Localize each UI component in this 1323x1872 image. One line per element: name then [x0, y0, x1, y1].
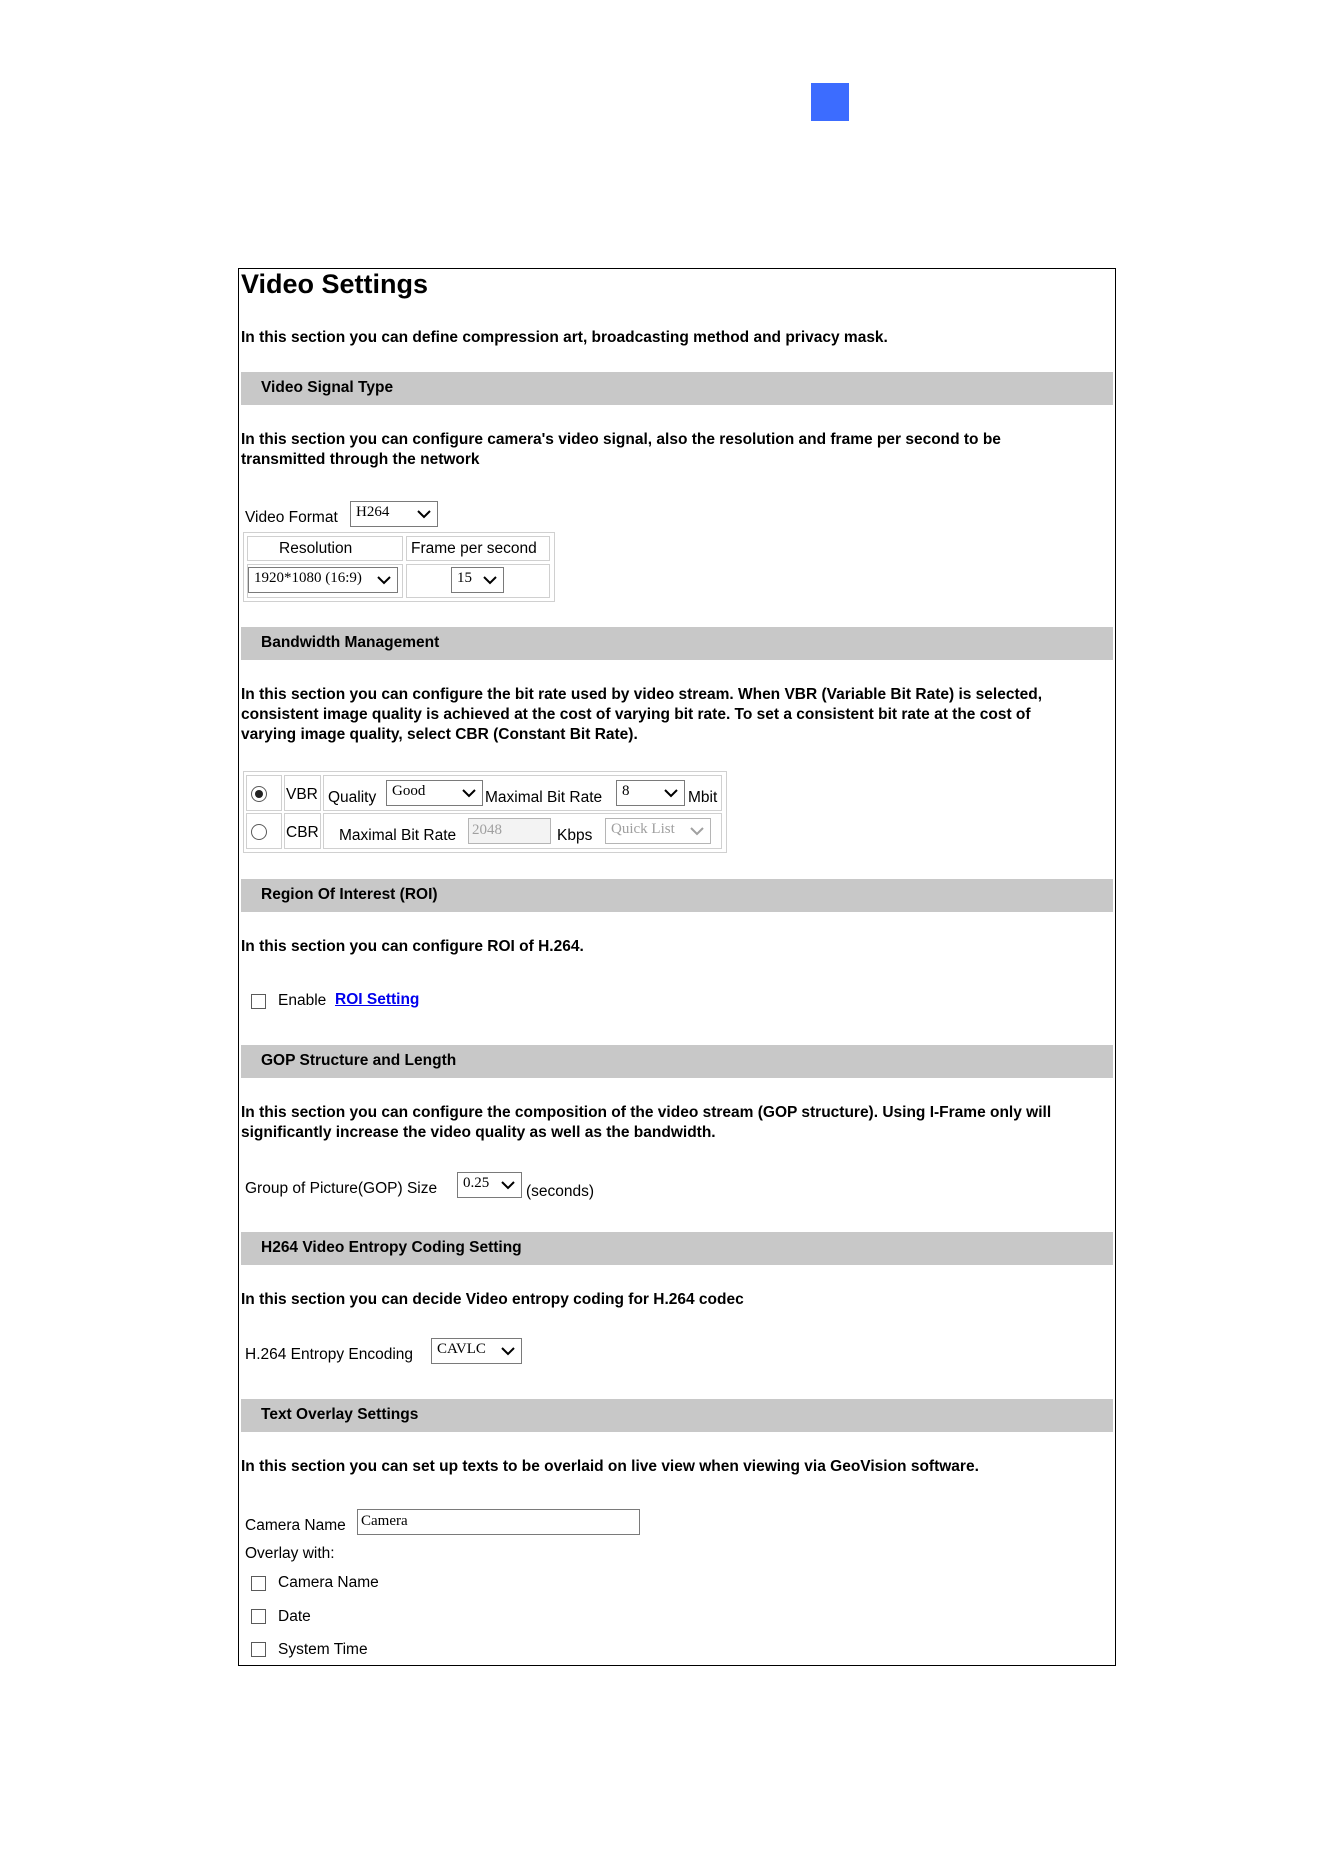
section-header-video-signal: Video Signal Type	[241, 372, 1113, 405]
overlay-system-time-checkbox[interactable]	[251, 1642, 266, 1657]
overlay-with-label: Overlay with:	[245, 1545, 335, 1562]
bandwidth-desc-line1: In this section you can configure the bit rate used by video stream. When VBR (Variable Bit Rate) is selected,	[241, 686, 1043, 703]
chevron-down-icon	[499, 1176, 517, 1194]
chevron-down-icon	[460, 784, 478, 802]
max-bitrate-label: Maximal Bit Rate	[485, 789, 603, 806]
section-header-bandwidth: Bandwidth Management	[241, 627, 1113, 660]
section-header-gop: GOP Structure and Length	[241, 1045, 1113, 1078]
roi-desc: In this section you can configure ROI of H.264.	[241, 938, 584, 955]
roi-enable-checkbox[interactable]	[251, 994, 266, 1009]
chevron-down-icon	[688, 822, 706, 840]
video-signal-desc-line1: In this section you can configure camera's video signal, also the resolution and frame per second to be	[241, 431, 1001, 448]
page-marker-square	[811, 83, 849, 121]
kbps-unit: Kbps	[557, 827, 593, 844]
chevron-down-icon	[499, 1342, 517, 1360]
resolution-header-cell: Resolution	[247, 536, 403, 561]
camera-name-label: Camera Name	[245, 1517, 346, 1534]
video-signal-desc-line2: transmitted through the network	[241, 451, 480, 468]
section-header-overlay: Text Overlay Settings	[241, 1399, 1113, 1432]
mbit-unit: Mbit	[688, 789, 718, 806]
fps-header-cell: Frame per second	[406, 536, 550, 561]
vbr-label: VBR	[286, 786, 318, 803]
camera-name-input[interactable]: Camera	[357, 1509, 640, 1535]
resolution-select[interactable]: 1920*1080 (16:9)	[248, 567, 398, 593]
vbr-radio[interactable]	[251, 786, 267, 802]
bandwidth-desc-line2: consistent image quality is achieved at the cost of varying bit rate. To set a consistent bit rate at the cost of	[241, 706, 1031, 723]
vbr-bitrate-select[interactable]: 8	[616, 780, 685, 806]
overlay-date-checkbox[interactable]	[251, 1609, 266, 1624]
roi-enable-label: Enable	[278, 992, 327, 1009]
gop-desc-line1: In this section you can configure the composition of the video stream (GOP structure). Using I-Frame only will	[241, 1104, 1052, 1121]
gop-size-select[interactable]: 0.25	[457, 1172, 522, 1198]
quality-label: Quality	[328, 789, 377, 806]
quality-select[interactable]: Good	[386, 780, 483, 806]
roi-setting-link[interactable]: ROI Setting	[335, 991, 420, 1008]
cbr-bitrate-input[interactable]: 2048	[468, 818, 551, 844]
fps-select[interactable]: 15	[451, 567, 504, 593]
chevron-down-icon	[662, 784, 680, 802]
overlay-desc: In this section you can set up texts to be overlaid on live view when viewing via GeoVision software.	[241, 1458, 979, 1475]
bandwidth-desc-line3: varying image quality, select CBR (Constant Bit Rate).	[241, 726, 638, 743]
overlay-option-camera-name: Camera Name	[278, 1574, 379, 1591]
overlay-option-system-time: System Time	[278, 1641, 368, 1658]
video-format-label: Video Format	[245, 509, 338, 526]
page-intro: In this section you can define compression art, broadcasting method and privacy mask.	[241, 329, 888, 346]
quick-list-select[interactable]: Quick List	[605, 818, 711, 844]
cbr-max-bitrate-label: Maximal Bit Rate	[339, 827, 457, 844]
page-title: Video Settings	[241, 269, 429, 299]
chevron-down-icon	[415, 505, 433, 523]
cbr-radio[interactable]	[251, 824, 267, 840]
gop-size-label: Group of Picture(GOP) Size	[245, 1180, 438, 1197]
cbr-label: CBR	[286, 824, 319, 841]
overlay-option-date: Date	[278, 1608, 311, 1625]
overlay-camera-name-checkbox[interactable]	[251, 1576, 266, 1591]
chevron-down-icon	[375, 571, 393, 589]
entropy-label: H.264 Entropy Encoding	[245, 1346, 414, 1363]
gop-unit: (seconds)	[526, 1183, 595, 1200]
video-format-select[interactable]: H264	[350, 501, 438, 527]
entropy-select[interactable]: CAVLC	[431, 1338, 522, 1364]
entropy-desc: In this section you can decide Video entropy coding for H.264 codec	[241, 1291, 744, 1308]
section-header-entropy: H264 Video Entropy Coding Setting	[241, 1232, 1113, 1265]
gop-desc-line2: significantly increase the video quality as well as the bandwidth.	[241, 1124, 716, 1141]
video-settings-panel	[238, 268, 1116, 1666]
section-header-roi: Region Of Interest (ROI)	[241, 879, 1113, 912]
chevron-down-icon	[481, 571, 499, 589]
